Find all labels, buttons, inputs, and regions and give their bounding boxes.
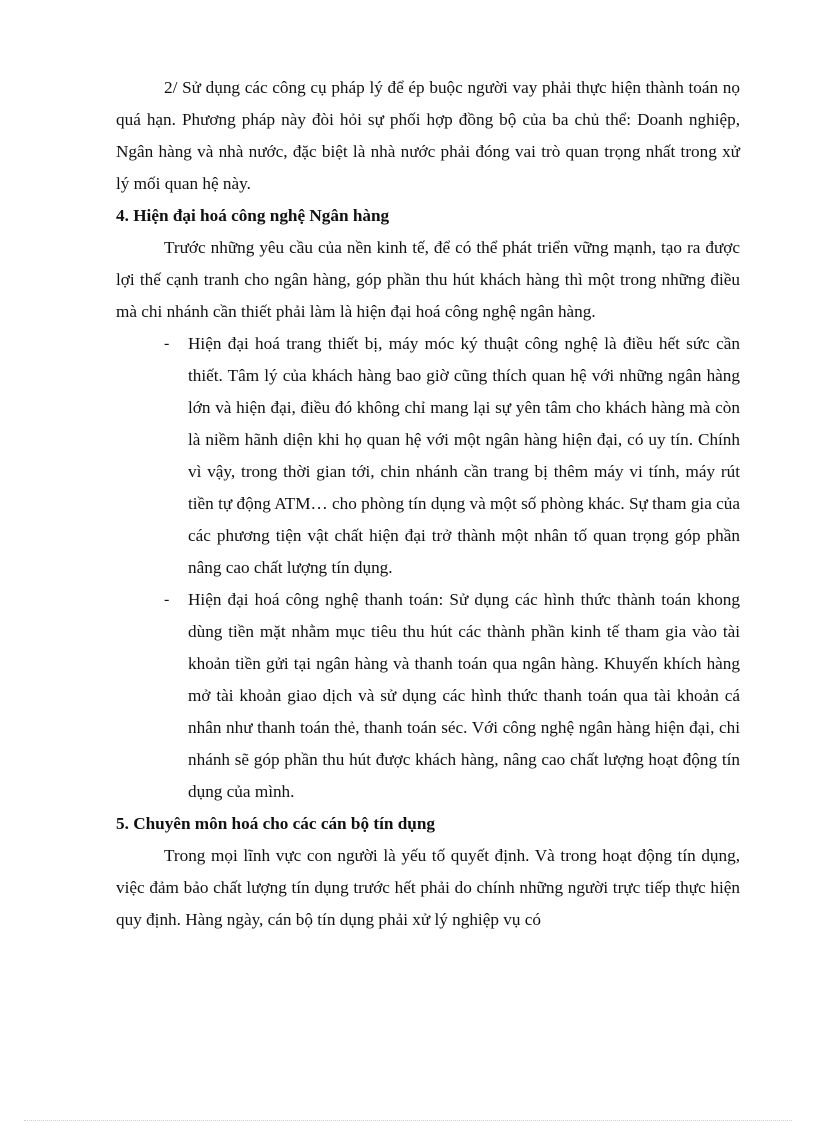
paragraph-legal-tools: 2/ Sử dụng các công cụ pháp lý để ép buộc người vay phải thực hiện thành toán nọ quá hạn. Phương pháp này đòi hỏi sự phối hợp đồng bộ của ba chủ thể: Doanh nghiệp, Ngân hàng và nhà nước, đặc biệt là nhà nước phải đóng vai trò quan trọng nhất trong xử lý mối quan hệ này. [116,78,740,193]
paragraph-human-factor: Trong mọi lĩnh vực con người là yếu tố quyết định. Và trong hoạt động tín dụng, việc đảm bảo chất lượng tín dụng trước hết phải do chính những người trực tiếp thực hiện quy định. Hàng ngày, cán bộ tín dụng phải xử lý nghiệp vụ có [116,846,740,929]
page-footer-divider [24,1120,792,1121]
heading-section-5: 5. Chuyên môn hoá cho các cán bộ tín dụng [116,814,435,833]
bullet-marker: - [164,591,170,608]
bullet-text-equipment: Hiện đại hoá trang thiết bị, máy móc ký thuật công nghệ là điều hết sức cần thiết. Tâm lý của khách hàng bao giờ cũng thích quan hệ với những ngân hàng lớn và hiện đại, điều đó không chỉ mang lại sự yên tâm cho khách hàng mà còn là niềm hãnh diện khi họ quan hệ với một ngân hàng hiện đại, có uy tín. Chính vì vậy, trong thời gian tới, chin nhánh cần trang bị thêm máy vi tính, máy rút tiền tự động ATM… cho phòng tín dụng và một số phòng khác. Sự tham gia của các phương tiện vật chất hiện đại trở thành một nhân tố quan trọng góp phần nâng cao chất lượng tín dụng. [188,334,740,577]
heading-section-4: 4. Hiện đại hoá công nghệ Ngân hàng [116,206,390,225]
bullet-text-payment: Hiện đại hoá công nghệ thanh toán: Sử dụng các hình thức thành toán khong dùng tiền mặt nhằm mục tiêu thu hút các thành phần kinh tế tham gia vào tài khoản tiền gửi tại ngân hàng và thanh toán qua ngân hàng. Khuyến khích hàng mở tài khoản giao dịch và sử dụng các hình thức thanh toán qua tài khoản cá nhân như thanh toán thẻ, thanh toán séc. Với công nghệ ngân hàng hiện đại, chi nhánh sẽ góp phần thu hút được khách hàng, nâng cao chất lượng hoạt động tín dụng của mình. [188,590,740,801]
bullet-marker: - [164,335,170,352]
document-page [116,72,740,936]
bullet-item-payment [164,584,740,808]
paragraph-modernization-intro: Trước những yêu cầu của nền kinh tế, để có thể phát triển vững mạnh, tạo ra được lợi thế cạnh tranh cho ngân hàng, góp phần thu hút khách hàng thì một trong những điều mà chi nhánh cần thiết phải làm là hiện đại hoá công nghệ ngân hàng. [116,238,740,321]
bullet-item-equipment [164,328,740,584]
